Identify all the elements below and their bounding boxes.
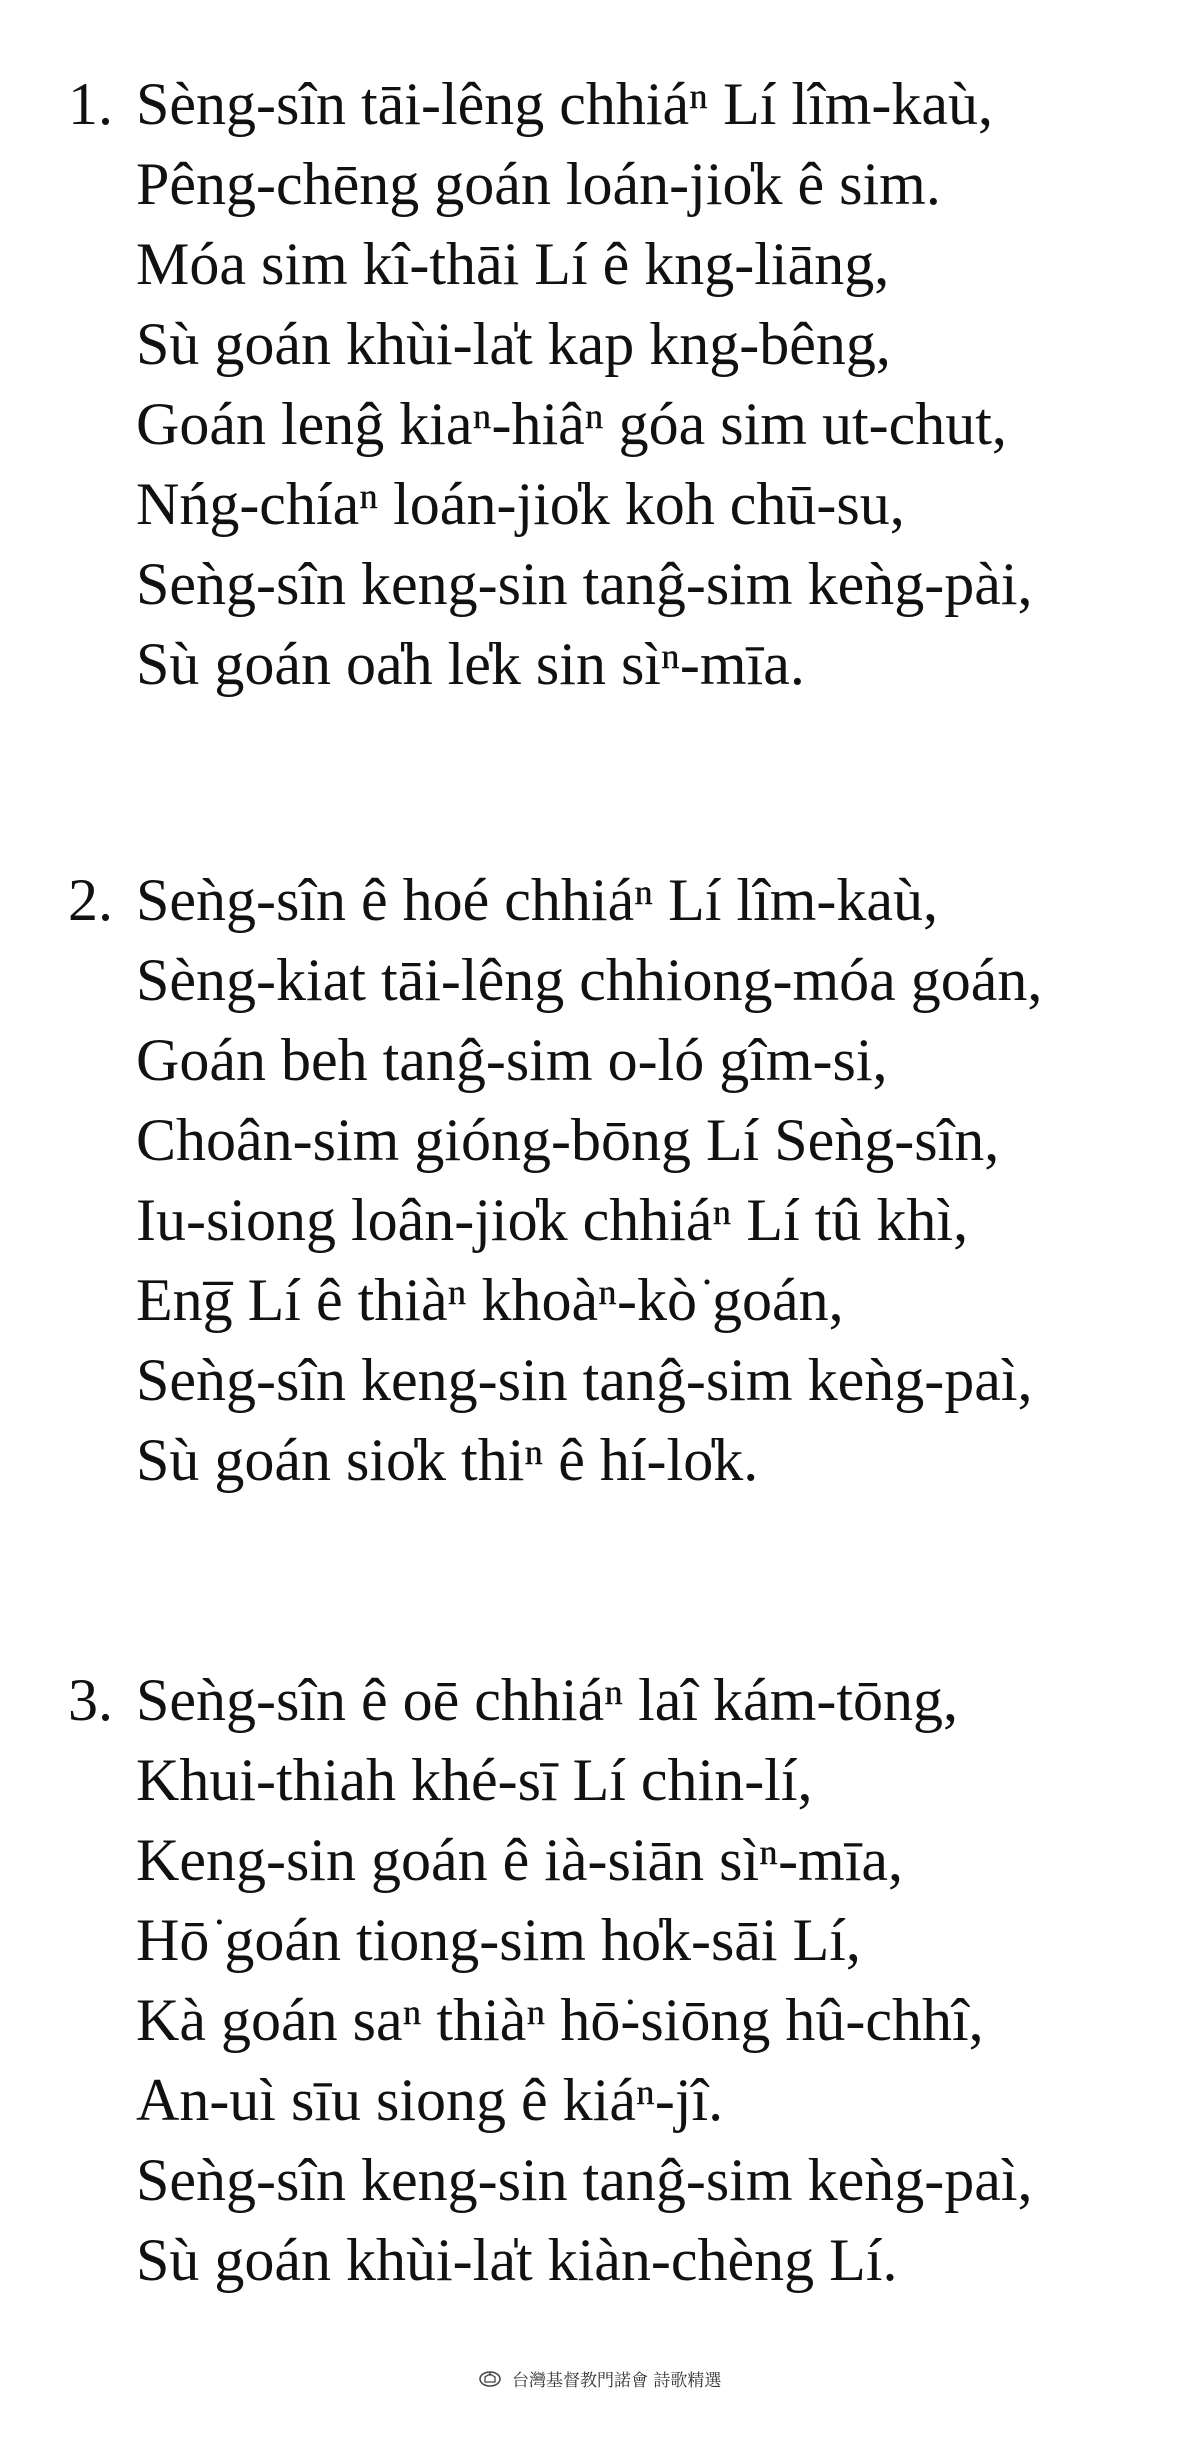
verse-line: [68, 860, 1168, 940]
verse-line: Sù goán khùi-la̍t kiàn-chèng Lí.: [136, 2227, 898, 2293]
verse-line: Móa sim kî-thāi Lí ê kng-liāng,: [136, 231, 890, 297]
verse-line: Seǹg-sîn keng-sin tanĝ-sim keǹg-pài,: [136, 551, 1033, 617]
church-logo-icon: [479, 2371, 501, 2392]
verse-number: 1.: [68, 71, 113, 137]
verse-line: Sù goán khùi-la̍t kap kng-bêng,: [136, 311, 891, 377]
footer: [0, 2366, 1200, 2392]
verse-line: Keng-sin goán ê ià-siān sìⁿ-mīa,: [136, 1827, 904, 1893]
verse-number: 2.: [68, 867, 113, 933]
verse-2: [68, 860, 1168, 1500]
verse-line: Sù goán oa̍h le̍k sin sìⁿ-mīa.: [136, 631, 805, 697]
verse-line-text: Sèng-sîn tāi-lêng chhiáⁿ Lí lîm-kaù,: [136, 71, 994, 137]
verse-line-text: Seǹg-sîn ê hoé chhiáⁿ Lí lîm-kaù,: [136, 867, 939, 933]
footer-text: 台灣基督教門諾會 詩歌精選: [512, 2371, 722, 2391]
verse-line: [68, 64, 1168, 144]
verse-line: Seǹg-sîn keng-sin tanĝ-sim keǹg-paì,: [136, 2147, 1033, 2213]
verse-line: Khui-thiah khé-sī Lí chin-lí,: [136, 1747, 813, 1813]
verse-line: Goán lenĝ kiaⁿ-hiâⁿ góa sim ut-chut,: [136, 391, 1007, 457]
verse-line: Kà goán saⁿ thiàⁿ hō͘-siōng hû-chhî,: [136, 1987, 984, 2053]
verse-line: Eng̅ Lí ê thiàⁿ khoàⁿ-kò͘ goán,: [136, 1267, 844, 1333]
verse-1: [68, 64, 1168, 704]
verse-line: Sèng-kiat tāi-lêng chhiong-móa goán,: [136, 947, 1043, 1013]
verse-line: Choân-sim gióng-bōng Lí Seǹg-sîn,: [136, 1107, 1000, 1173]
verse-line: Pêng-chēng goán loán-jio̍k ê sim.: [136, 151, 941, 217]
verse-number: 3.: [68, 1667, 113, 1733]
verse-line-text: Seǹg-sîn ê oē chhiáⁿ laî kám-tōng,: [136, 1667, 959, 1733]
verse-line: An-uì sīu siong ê kiáⁿ-jî.: [136, 2067, 724, 2133]
verse-line: Hō͘ goán tiong-sim ho̍k-sāi Lí,: [136, 1907, 861, 1973]
verse-line: Seǹg-sîn keng-sin tanĝ-sim keǹg-paì,: [136, 1347, 1033, 1413]
verse-3: [68, 1660, 1168, 2300]
verse-line: [68, 1660, 1168, 1740]
verse-line: Sù goán sio̍k thiⁿ ê hí-lo̍k.: [136, 1427, 759, 1493]
verse-line: Nńg-chíaⁿ loán-jio̍k koh chū-su,: [136, 471, 905, 537]
verse-line: Iu-siong loân-jio̍k chhiáⁿ Lí tû khì,: [136, 1187, 969, 1253]
verse-line: Goán beh tanĝ-sim o-ló gîm-si,: [136, 1027, 888, 1093]
